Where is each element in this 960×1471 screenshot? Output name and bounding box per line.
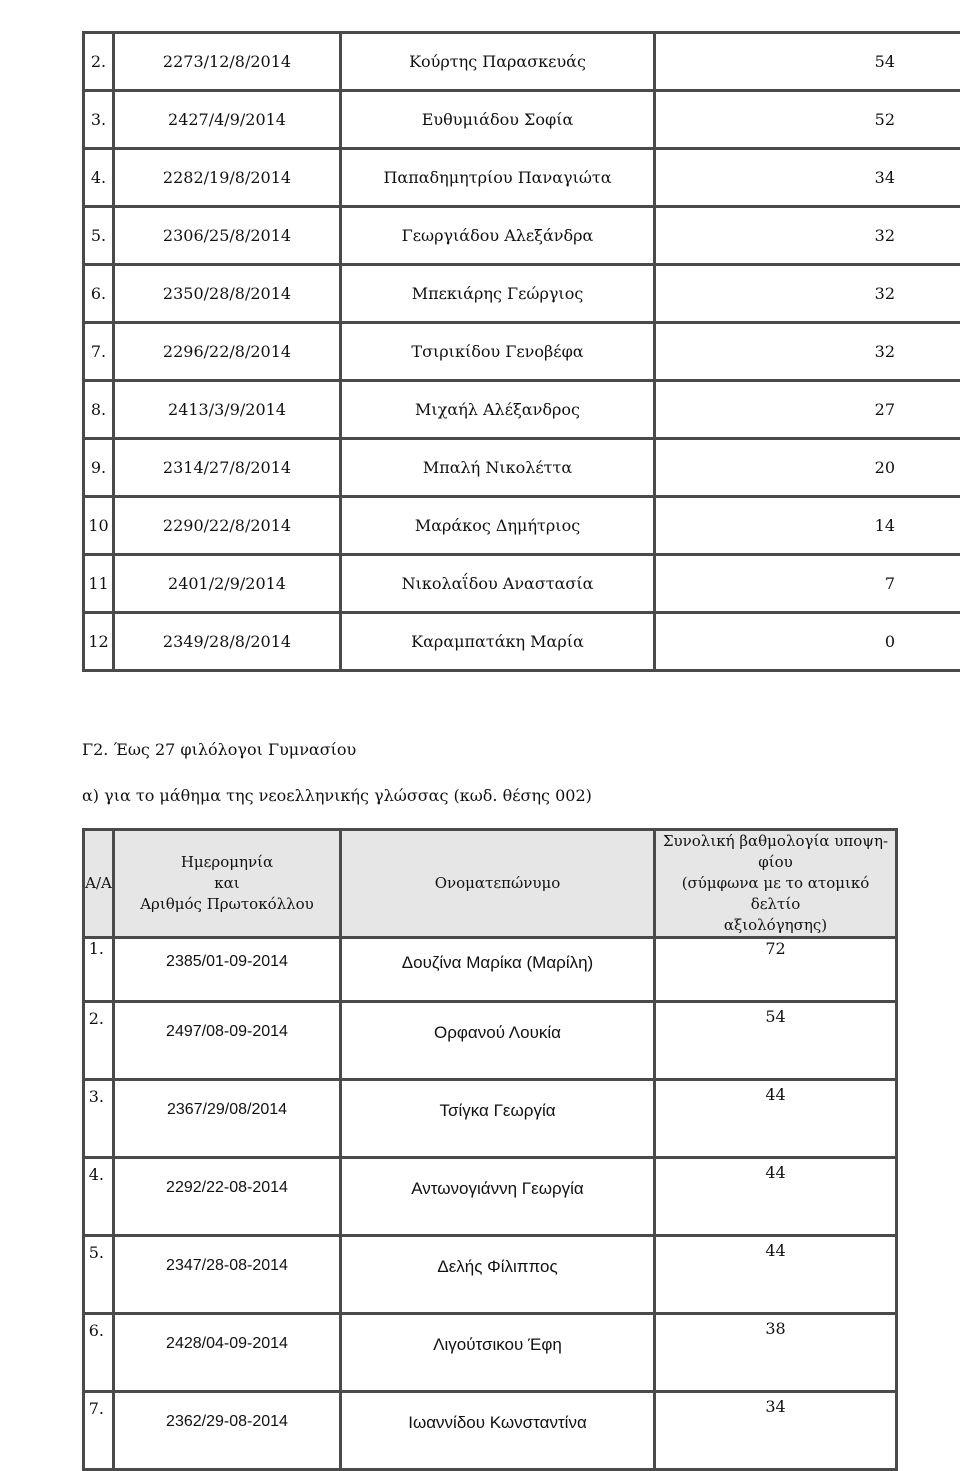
protocol-number: 2347/28-08-2014: [114, 1236, 341, 1314]
row-number: 5.: [84, 1236, 114, 1314]
protocol-number: 2314/27/8/2014: [114, 439, 341, 497]
header-date-line-2: και: [115, 873, 339, 894]
row-number: 7.: [84, 323, 114, 381]
score: 38: [655, 1314, 897, 1392]
table-row: [84, 207, 960, 265]
score: 0: [655, 613, 960, 671]
candidate-name: Τσίγκα Γεωργία: [341, 1080, 655, 1158]
header-score-line-3: (σύμφωνα με το ατομικό δελτίο: [656, 873, 895, 915]
protocol-number: 2401/2/9/2014: [114, 555, 341, 613]
section-title: Γ2. Έως 27 φιλόλογοι Γυμνασίου: [82, 740, 356, 759]
row-number: 4.: [84, 1158, 114, 1236]
score: 14: [655, 497, 960, 555]
table-row: [84, 381, 960, 439]
candidate-name: Μπαλή Νικολέττα: [341, 439, 655, 497]
protocol-number: 2427/4/9/2014: [114, 91, 341, 149]
candidate-name: Μιχαήλ Αλέξανδρος: [341, 381, 655, 439]
candidate-name: Κούρτης Παρασκευάς: [341, 33, 655, 91]
protocol-number: 2497/08-09-2014: [114, 1002, 341, 1080]
table-header: [84, 830, 897, 938]
protocol-number: 2282/19/8/2014: [114, 149, 341, 207]
row-number: 3.: [84, 1080, 114, 1158]
table-row: [84, 1314, 897, 1392]
table-row: [84, 323, 960, 381]
candidate-name: Παπαδημητρίου Παναγιώτα: [341, 149, 655, 207]
row-number: 2.: [84, 33, 114, 91]
score: 32: [655, 323, 960, 381]
candidate-name: Τσιρικίδου Γενοβέφα: [341, 323, 655, 381]
table-row: [84, 613, 960, 671]
candidate-name: Λιγούτσικου Έφη: [341, 1314, 655, 1392]
row-number: 7.: [84, 1392, 114, 1470]
row-number: 11: [84, 555, 114, 613]
score: 44: [655, 1236, 897, 1314]
protocol-number: 2306/25/8/2014: [114, 207, 341, 265]
row-number: 6.: [84, 1314, 114, 1392]
score: 34: [655, 1392, 897, 1470]
table-row: [84, 555, 960, 613]
score: 54: [655, 33, 960, 91]
score: 27: [655, 381, 960, 439]
header-name: Ονοματεπώνυμο: [341, 830, 655, 938]
ranking-table-continued: [82, 31, 960, 672]
protocol-number: 2292/22-08-2014: [114, 1158, 341, 1236]
header-date-line-3: Αριθμός Πρωτοκόλλου: [115, 894, 339, 915]
row-number: 1.: [84, 938, 114, 1002]
protocol-number: 2362/29-08-2014: [114, 1392, 341, 1470]
row-number: 10: [84, 497, 114, 555]
protocol-number: 2428/04-09-2014: [114, 1314, 341, 1392]
score: 52: [655, 91, 960, 149]
score: 34: [655, 149, 960, 207]
section-subtitle: α) για το μάθημα της νεοελληνικής γλώσσας (κωδ. θέσης 002): [82, 786, 592, 805]
protocol-number: 2296/22/8/2014: [114, 323, 341, 381]
candidate-name: Καραμπατάκη Μαρία: [341, 613, 655, 671]
score: 44: [655, 1158, 897, 1236]
table-row: [84, 497, 960, 555]
header-score-line-4: αξιολόγησης): [656, 915, 895, 936]
row-number: 9.: [84, 439, 114, 497]
candidate-name: Δουζίνα Μαρίκα (Μαρίλη): [341, 938, 655, 1002]
header-aa: Α/Α: [84, 830, 114, 938]
table-row: [84, 1158, 897, 1236]
candidate-name: Μπεκιάρης Γεώργιος: [341, 265, 655, 323]
header-score-line-2: φίου: [656, 852, 895, 873]
header-date-line-1: Ημερομηνία: [115, 852, 339, 873]
candidate-name: Αντωνογιάννη Γεωργία: [341, 1158, 655, 1236]
table-row: [84, 439, 960, 497]
row-number: 5.: [84, 207, 114, 265]
protocol-number: 2290/22/8/2014: [114, 497, 341, 555]
candidate-name: Νικολαΐδου Αναστασία: [341, 555, 655, 613]
candidate-name: Ευθυμιάδου Σοφία: [341, 91, 655, 149]
protocol-number: 2413/3/9/2014: [114, 381, 341, 439]
table-row: [84, 265, 960, 323]
score: 44: [655, 1080, 897, 1158]
header-date-protocol: [114, 830, 341, 938]
protocol-number: 2350/28/8/2014: [114, 265, 341, 323]
protocol-number: 2273/12/8/2014: [114, 33, 341, 91]
candidate-name: Ορφανού Λουκία: [341, 1002, 655, 1080]
ranking-table-body: [84, 33, 960, 671]
table-row: [84, 1002, 897, 1080]
candidate-name: Μαράκος Δημήτριος: [341, 497, 655, 555]
table-row: [84, 1392, 897, 1470]
score: 72: [655, 938, 897, 1002]
protocol-number: 2385/01-09-2014: [114, 938, 341, 1002]
row-number: 3.: [84, 91, 114, 149]
protocol-number: 2349/28/8/2014: [114, 613, 341, 671]
score: 20: [655, 439, 960, 497]
table-row: [84, 1080, 897, 1158]
table-row: [84, 1236, 897, 1314]
row-number: 2.: [84, 1002, 114, 1080]
candidate-name: Ιωαννίδου Κωνσταντίνα: [341, 1392, 655, 1470]
row-number: 4.: [84, 149, 114, 207]
table-row: [84, 938, 897, 1002]
ranking-table-greek-language: [82, 828, 898, 1471]
score: 32: [655, 265, 960, 323]
score: 7: [655, 555, 960, 613]
table-row: [84, 91, 960, 149]
row-number: 6.: [84, 265, 114, 323]
table-row: [84, 149, 960, 207]
row-number: 8.: [84, 381, 114, 439]
table-body: [84, 938, 897, 1470]
score: 54: [655, 1002, 897, 1080]
score: 32: [655, 207, 960, 265]
row-number: 12: [84, 613, 114, 671]
header-total-score: [655, 830, 897, 938]
protocol-number: 2367/29/08/2014: [114, 1080, 341, 1158]
candidate-name: Γεωργιάδου Αλεξάνδρα: [341, 207, 655, 265]
table-row: [84, 33, 960, 91]
header-score-line-1: Συνολική βαθμολογία υποψη-: [656, 831, 895, 852]
header-row: [84, 830, 897, 938]
candidate-name: Δελής Φίλιππος: [341, 1236, 655, 1314]
